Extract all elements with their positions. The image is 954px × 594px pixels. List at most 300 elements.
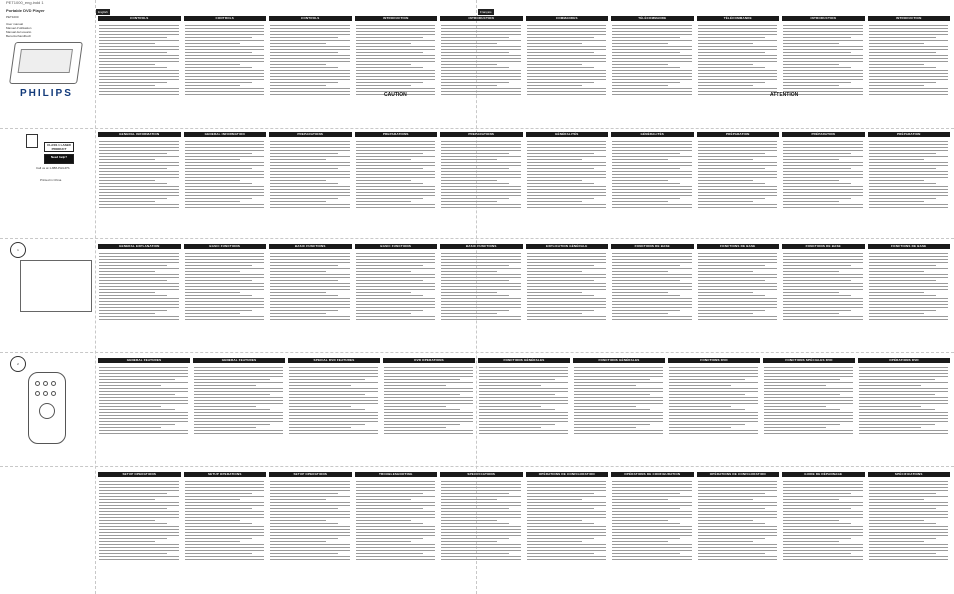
text-line <box>527 283 607 284</box>
text-line <box>99 400 188 401</box>
text-line <box>783 195 863 196</box>
text-line <box>270 502 350 503</box>
text-line <box>698 313 754 314</box>
text-line <box>289 379 365 380</box>
text-line <box>270 46 350 47</box>
text-line <box>869 544 949 545</box>
text-line <box>185 34 265 35</box>
text-line <box>764 391 853 392</box>
text-line <box>479 427 541 428</box>
tab-francais[interactable]: Français <box>480 10 492 14</box>
text-line <box>99 370 188 371</box>
text-line <box>527 304 607 305</box>
text-line <box>698 520 754 521</box>
tab-english[interactable]: English <box>98 10 108 14</box>
text-line <box>764 385 826 386</box>
text-line <box>698 286 778 287</box>
text-line <box>527 67 595 68</box>
section-header: OPÉRATIONS DE CONFIGURATION <box>697 472 780 477</box>
text-column <box>270 139 350 233</box>
text-column <box>698 23 778 123</box>
text-line <box>612 493 680 494</box>
text-line <box>527 25 607 26</box>
text-line <box>99 58 179 59</box>
text-line <box>99 547 179 548</box>
text-line <box>270 514 350 515</box>
text-line <box>384 415 473 416</box>
text-line <box>612 82 680 83</box>
text-line <box>185 177 265 178</box>
text-line <box>441 52 509 53</box>
text-line <box>574 373 663 374</box>
text-line <box>270 556 350 557</box>
text-line <box>356 508 424 509</box>
text-line <box>185 73 265 74</box>
text-line <box>783 67 851 68</box>
text-line <box>869 526 949 527</box>
text-line <box>783 271 839 272</box>
text-line <box>859 421 948 422</box>
text-line <box>527 298 607 299</box>
text-column <box>99 365 188 461</box>
text-line <box>356 67 424 68</box>
text-line <box>869 46 949 47</box>
text-line <box>270 189 350 190</box>
text-line <box>612 159 668 160</box>
text-line <box>99 55 179 56</box>
text-line <box>869 520 925 521</box>
text-line <box>764 415 853 416</box>
text-line <box>698 79 778 80</box>
text-line <box>185 496 265 497</box>
text-line <box>356 304 436 305</box>
text-line <box>479 415 568 416</box>
text-line <box>764 412 853 413</box>
text-line <box>698 301 778 302</box>
text-line <box>527 64 583 65</box>
text-line <box>99 517 179 518</box>
text-line <box>698 150 778 151</box>
text-line <box>612 64 668 65</box>
text-line <box>270 547 350 548</box>
text-line <box>194 400 283 401</box>
text-line <box>574 397 663 398</box>
text-line <box>99 508 167 509</box>
text-line <box>527 171 607 172</box>
text-line <box>185 319 265 320</box>
text-line <box>783 34 863 35</box>
text-line <box>270 159 326 160</box>
text-line <box>527 544 607 545</box>
text-line <box>479 370 568 371</box>
text-line <box>384 394 460 395</box>
text-line <box>441 292 497 293</box>
text-line <box>869 153 937 154</box>
text-line <box>574 379 650 380</box>
text-line <box>441 553 509 554</box>
text-line <box>869 82 937 83</box>
text-line <box>698 37 766 38</box>
text-line <box>783 487 863 488</box>
text-line <box>185 481 265 482</box>
text-line <box>869 49 949 50</box>
text-line <box>698 82 766 83</box>
text-line <box>527 85 583 86</box>
text-line <box>270 286 350 287</box>
text-line <box>869 259 949 260</box>
text-line <box>270 292 326 293</box>
text-line <box>270 177 350 178</box>
text-line <box>612 55 692 56</box>
brand-logo: PHILIPS <box>20 88 73 99</box>
text-line <box>270 541 326 542</box>
text-line <box>270 67 338 68</box>
text-line <box>612 319 692 320</box>
text-line <box>270 262 350 263</box>
text-line <box>698 49 778 50</box>
text-line <box>185 511 265 512</box>
text-line <box>356 496 436 497</box>
text-line <box>859 406 921 407</box>
text-line <box>869 541 925 542</box>
text-line <box>356 186 436 187</box>
text-line <box>441 28 521 29</box>
text-line <box>698 535 778 536</box>
manual-link[interactable]: Manual del usuario <box>6 30 32 34</box>
text-line <box>527 174 607 175</box>
text-line <box>99 37 167 38</box>
text-line <box>783 150 863 151</box>
text-line <box>612 91 692 92</box>
text-line <box>669 367 758 368</box>
text-line <box>289 403 378 404</box>
text-line <box>270 298 350 299</box>
text-line <box>441 186 521 187</box>
text-line <box>612 43 668 44</box>
text-line <box>99 421 188 422</box>
text-line <box>441 82 509 83</box>
text-line <box>99 147 179 148</box>
text-line <box>99 40 179 41</box>
fold-line <box>0 352 954 353</box>
text-line <box>441 532 521 533</box>
text-line <box>99 168 167 169</box>
text-line <box>612 85 668 86</box>
text-line <box>270 496 350 497</box>
section-header: SETUP OPERATIONS <box>269 472 352 477</box>
text-line <box>869 174 949 175</box>
text-line <box>479 376 568 377</box>
text-line <box>669 427 731 428</box>
text-line <box>783 28 863 29</box>
text-line <box>185 304 265 305</box>
text-line <box>783 180 839 181</box>
section-header: PREPARATIONS <box>440 132 523 137</box>
text-column <box>869 139 949 233</box>
fold-line <box>0 466 954 467</box>
text-line <box>869 94 949 95</box>
text-line <box>356 286 436 287</box>
text-line <box>783 277 863 278</box>
text-line <box>783 73 863 74</box>
text-line <box>270 34 350 35</box>
text-line <box>185 150 265 151</box>
text-line <box>698 487 778 488</box>
text-column <box>270 23 350 123</box>
text-line <box>698 265 766 266</box>
text-line <box>185 316 265 317</box>
text-line <box>612 289 692 290</box>
text-line <box>574 382 663 383</box>
text-line <box>783 183 851 184</box>
text-line <box>384 379 460 380</box>
text-line <box>99 277 179 278</box>
text-line <box>99 313 155 314</box>
section-header: GÉNÉRALITÉS <box>611 132 694 137</box>
file-header: PET1000_eng.indd 1 <box>6 0 44 5</box>
text-line <box>99 529 179 530</box>
text-line <box>384 427 446 428</box>
text-line <box>783 168 851 169</box>
text-line <box>574 421 663 422</box>
text-line <box>698 514 778 515</box>
text-line <box>441 58 521 59</box>
text-line <box>698 171 778 172</box>
text-line <box>859 412 948 413</box>
text-line <box>527 58 607 59</box>
text-line <box>669 388 758 389</box>
text-line <box>859 424 935 425</box>
text-line <box>783 292 839 293</box>
text-line <box>270 49 350 50</box>
text-line <box>185 271 241 272</box>
text-line <box>99 409 175 410</box>
text-line <box>698 544 778 545</box>
section-header: OPÉRATIONS DVD <box>858 358 950 363</box>
text-line <box>270 289 350 290</box>
text-line <box>185 289 265 290</box>
text-column <box>612 479 692 589</box>
text-line <box>441 487 521 488</box>
text-line <box>185 25 265 26</box>
text-line <box>270 174 350 175</box>
text-line <box>698 195 778 196</box>
text-line <box>527 490 607 491</box>
text-line <box>479 403 568 404</box>
text-line <box>612 262 692 263</box>
text-line <box>527 487 607 488</box>
text-line <box>441 526 521 527</box>
text-line <box>185 310 253 311</box>
text-line <box>185 91 265 92</box>
text-line <box>441 141 521 142</box>
text-line <box>859 379 935 380</box>
text-line <box>185 277 265 278</box>
text-line <box>698 271 754 272</box>
text-line <box>185 538 253 539</box>
screen-illustration <box>18 49 73 73</box>
text-line <box>783 481 863 482</box>
text-line <box>185 547 265 548</box>
text-line <box>270 82 338 83</box>
section-header: INTRODUCTION <box>440 16 523 21</box>
text-line <box>574 424 650 425</box>
text-line <box>698 94 778 95</box>
text-column <box>270 251 350 347</box>
text-line <box>270 55 350 56</box>
text-line <box>669 400 758 401</box>
text-line <box>783 189 863 190</box>
section-header: CONTROLS <box>269 16 352 21</box>
text-line <box>783 70 863 71</box>
text-line <box>783 556 863 557</box>
text-line <box>356 76 436 77</box>
text-line <box>869 79 949 80</box>
text-line <box>612 31 692 32</box>
text-line <box>270 88 350 89</box>
text-line <box>783 165 863 166</box>
text-line <box>441 313 497 314</box>
text-line <box>527 262 607 263</box>
text-line <box>764 373 853 374</box>
section-header: FONCTIONS DE BASE <box>611 244 694 249</box>
text-line <box>612 268 692 269</box>
text-line <box>441 268 521 269</box>
text-line <box>612 277 692 278</box>
section-header: GENERAL FEATURES <box>98 358 190 363</box>
section-header: COMMANDES <box>526 16 609 21</box>
text-line <box>698 556 778 557</box>
text-line <box>783 186 863 187</box>
section-header: BASIC FUNCTIONS <box>440 244 523 249</box>
text-line <box>869 40 949 41</box>
manual-link[interactable]: User manual <box>6 22 24 26</box>
text-line <box>289 373 378 374</box>
manual-link[interactable]: Manuel d'utilisation <box>6 26 32 30</box>
text-line <box>527 61 607 62</box>
text-line <box>194 388 283 389</box>
text-line <box>479 412 568 413</box>
text-line <box>356 144 436 145</box>
text-column <box>384 365 473 461</box>
text-line <box>185 280 253 281</box>
text-line <box>356 523 424 524</box>
text-line <box>764 376 853 377</box>
text-line <box>612 28 692 29</box>
text-line <box>185 535 265 536</box>
text-line <box>270 307 350 308</box>
text-line <box>527 319 607 320</box>
text-line <box>384 418 473 419</box>
text-line <box>99 559 179 560</box>
text-line <box>270 195 350 196</box>
text-line <box>479 400 568 401</box>
text-column <box>356 251 436 347</box>
section-header: OPÉRATIONS DE CONFIGURATION <box>526 472 609 477</box>
text-line <box>356 40 436 41</box>
text-line <box>384 385 446 386</box>
text-line <box>185 180 241 181</box>
section-header: PREPARATIONS <box>269 132 352 137</box>
text-line <box>527 186 607 187</box>
text-line <box>669 379 745 380</box>
text-line <box>289 376 378 377</box>
fold-line <box>95 0 96 594</box>
text-column <box>527 139 607 233</box>
text-line <box>574 409 650 410</box>
text-line <box>384 406 446 407</box>
text-line <box>698 168 766 169</box>
text-line <box>783 262 863 263</box>
text-line <box>612 505 692 506</box>
text-line <box>574 385 636 386</box>
text-line <box>527 550 607 551</box>
text-line <box>270 268 350 269</box>
text-line <box>783 55 863 56</box>
text-line <box>270 37 338 38</box>
text-line <box>185 526 265 527</box>
text-line <box>698 76 778 77</box>
text-line <box>185 159 241 160</box>
text-line <box>441 180 497 181</box>
text-line <box>612 40 692 41</box>
text-line <box>270 538 338 539</box>
text-line <box>99 153 167 154</box>
text-line <box>99 189 179 190</box>
text-line <box>612 156 692 157</box>
text-line <box>612 529 692 530</box>
text-line <box>289 433 378 434</box>
section-header: GUIDE DE DÉPANNAGE <box>782 472 865 477</box>
text-line <box>384 367 473 368</box>
text-line <box>527 189 607 190</box>
text-line <box>612 153 680 154</box>
text-line <box>99 367 188 368</box>
section-header: TROUBLESHOOTING <box>355 472 438 477</box>
text-line <box>185 307 265 308</box>
text-line <box>527 553 595 554</box>
text-line <box>527 91 607 92</box>
text-line <box>783 43 839 44</box>
text-column <box>99 479 179 589</box>
text-line <box>289 400 378 401</box>
text-line <box>869 43 925 44</box>
text-line <box>441 517 521 518</box>
text-line <box>356 171 436 172</box>
text-line <box>185 55 265 56</box>
text-line <box>441 171 521 172</box>
text-line <box>99 91 179 92</box>
text-line <box>194 382 283 383</box>
manual-link[interactable]: Benutzerhandbuch <box>6 34 32 38</box>
text-line <box>698 298 778 299</box>
section-header: FONCTIONS SPÉCIALES DVD <box>763 358 855 363</box>
text-line <box>869 547 949 548</box>
text-line <box>356 195 436 196</box>
text-line <box>356 46 436 47</box>
text-line <box>869 195 949 196</box>
text-line <box>185 265 253 266</box>
text-line <box>99 43 155 44</box>
text-line <box>783 529 863 530</box>
text-line <box>441 165 521 166</box>
text-line <box>869 517 949 518</box>
dvd-player-illustration <box>9 42 83 84</box>
text-line <box>99 274 179 275</box>
text-line <box>270 304 350 305</box>
text-line <box>384 391 473 392</box>
section-header: DVD OPERATIONS <box>383 358 475 363</box>
